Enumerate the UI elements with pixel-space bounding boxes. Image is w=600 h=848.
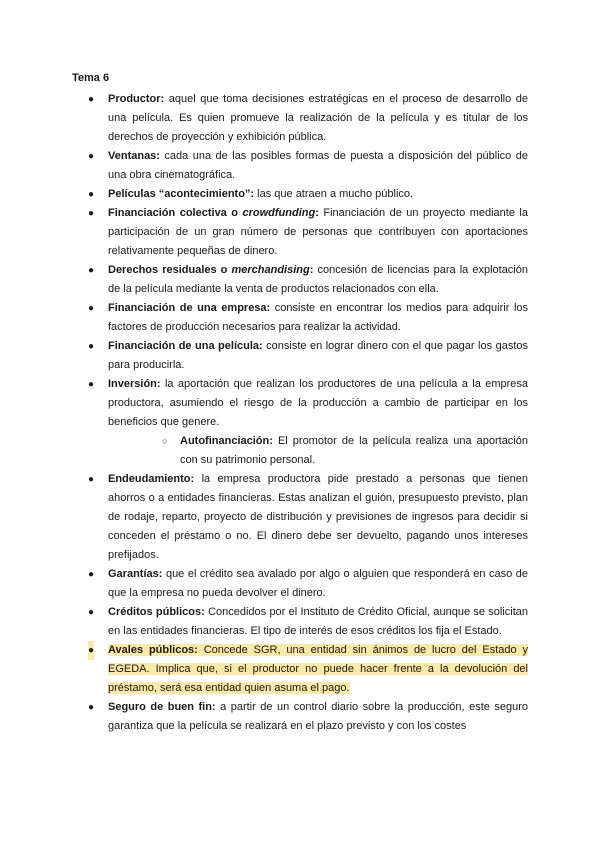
list-item [72, 698, 528, 736]
list-item [72, 299, 528, 337]
list-item [72, 90, 528, 147]
item-term: Seguro de buen fin: [108, 701, 216, 713]
sub-list-item [144, 432, 528, 470]
bullet-icon: ● [88, 189, 95, 200]
item-text: las que atraen a mucho público. [254, 188, 414, 200]
bullet-icon: ● [88, 151, 95, 162]
bullet-icon: ● [88, 569, 95, 580]
bullet-icon: ● [88, 641, 94, 660]
bullet-icon: ● [88, 208, 95, 219]
item-term: Avales públicos: [108, 644, 198, 656]
item-term: Financiación de una empresa: [108, 302, 271, 314]
item-term-italic: merchandising [231, 264, 310, 276]
item-term: Ventanas: [108, 150, 160, 162]
bullet-icon: ● [88, 265, 95, 276]
item-text: consiste en encontrar los medios para adquirir los factores de producción necesarios para realizar la actividad. [108, 302, 528, 333]
item-text: Financiación de un proyecto mediante la participación de un gran número de personas que contribuyen con aportaciones relativamente pequeñas de dinero. [108, 207, 528, 257]
item-term: Créditos públicos: [108, 606, 205, 618]
item-text: la empresa productora pide prestado a personas que tienen ahorros o a entidades financieras. Estas analizan el guión, presupuesto previsto, plan de rodaje, reparto, proyecto de distribución y previsiones de ingresos para decidir si conceden el préstamo o no. El dinero debe ser devuelto, pagando unos intereses prefijados. [108, 473, 528, 561]
sub-list [108, 432, 528, 470]
definitions-list [72, 90, 528, 736]
item-term: Inversión: [108, 378, 161, 390]
item-text: cada una de las posibles formas de puesta a disposición del público de una obra cinematográfica. [108, 150, 528, 181]
item-term: Financiación de una película: [108, 340, 263, 352]
bullet-icon: ● [88, 474, 95, 485]
item-term: Endeudamiento: [108, 473, 195, 485]
item-term: Productor: [108, 93, 165, 105]
list-item [72, 147, 528, 185]
list-item [72, 470, 528, 565]
bullet-icon: ● [88, 379, 95, 390]
bullet-icon: ● [88, 341, 95, 352]
item-term-end: : [315, 207, 319, 219]
list-item-highlighted [72, 641, 528, 698]
bullet-icon: ● [88, 702, 95, 713]
bullet-icon: ● [88, 303, 95, 314]
list-item [72, 337, 528, 375]
list-item [72, 185, 528, 204]
bullet-icon: ● [88, 94, 95, 105]
bullet-icon: ● [88, 607, 95, 618]
item-text: que el crédito sea avalado por algo o alguien que responderá en caso de que la empresa no pueda devolver el dinero. [108, 568, 528, 599]
item-text: la aportación que realizan los productores de una película a la empresa productora, asumiendo el riesgo de la producción a cambio de participar en los beneficios que genere. [108, 378, 528, 428]
item-text: Concedidos por el Instituto de Crédito Oficial, aunque se solicitan en las entidades financieras. El tipo de interés de esos créditos los fija el Estado. [108, 606, 529, 637]
page-title: Tema 6 [72, 72, 110, 84]
item-term: Financiación colectiva o [108, 207, 243, 219]
item-term: Garantías: [108, 568, 163, 580]
list-item [72, 204, 528, 261]
list-item [72, 375, 528, 470]
list-item [72, 603, 528, 641]
item-text: consiste en lograr dinero con el que pagar los gastos para producirla. [108, 340, 528, 371]
list-item [72, 565, 528, 603]
item-text: concesión de licencias para la explotación de la película mediante la venta de productos relacionados con ella. [108, 264, 528, 295]
item-text: aquel que toma decisiones estratégicas en el proceso de desarrollo de una película. Es quien promueve la realización de la película y es titular de los derechos de proyección y exhibición pública. [108, 93, 528, 143]
item-term-end: : [309, 264, 314, 276]
item-term: Derechos residuales o [108, 264, 232, 276]
item-term: Películas “acontecimiento”: [108, 188, 255, 200]
sub-item-text: El promotor de la película realiza una aportación con su patrimonio personal. [180, 435, 528, 466]
sub-item-term: Autofinanciación: [180, 435, 273, 447]
item-term-italic: crowdfunding [242, 207, 316, 219]
item-text: Concede SGR, una entidad sin ánimos de lucro del Estado y EGEDA. Implica que, si el productor no puede hacer frente a la devolución del préstamo, será esa entidad quien asuma el pago. [108, 644, 528, 694]
item-text: a partir de un control diario sobre la producción, este seguro garantiza que la película se realizará en el plazo previsto y con los costes [108, 701, 529, 732]
list-item [72, 261, 528, 299]
hollow-bullet-icon: ○ [162, 436, 168, 446]
